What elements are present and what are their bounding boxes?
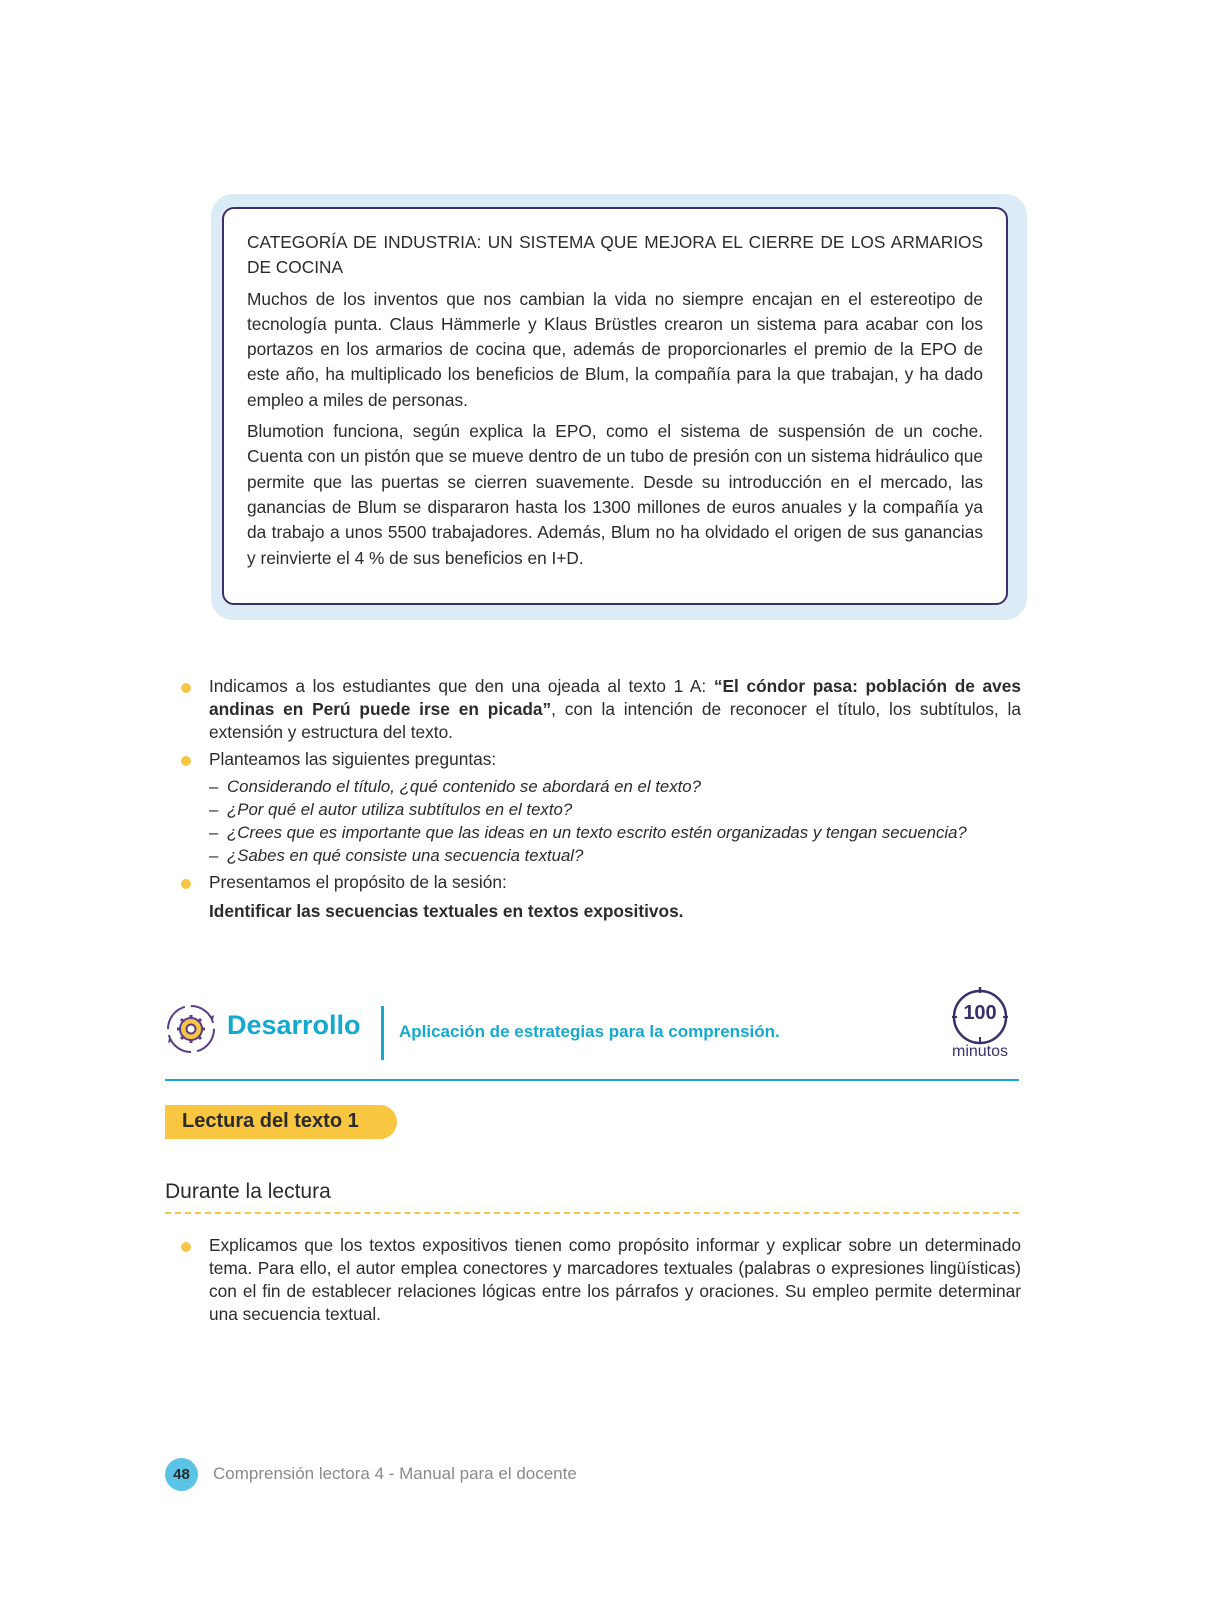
bullet-dot-icon (181, 879, 191, 889)
footer-text: Comprensión lectora 4 - Manual para el docente (213, 1464, 577, 1483)
section-title: Desarrollo (227, 1010, 361, 1040)
bullet-item (181, 748, 1021, 771)
question-text: ¿Sabes en qué consiste una secuencia textual? (227, 846, 584, 865)
dash-marker: – (209, 846, 219, 865)
question-item (181, 798, 1021, 821)
start-bullets (181, 675, 1021, 923)
bullet-dot-icon (181, 1242, 191, 1252)
dashed-divider (165, 1212, 1019, 1214)
bullet-text-suffix: , con la intención de reconocer el título, los subtítulos, la extensión y estructura del texto. (209, 699, 1021, 742)
during-bullets (181, 1234, 1021, 1330)
quote-paragraph-2: Blumotion funciona, según explica la EPO, como el sistema de suspensión de un coche. Cuenta con un pistón que se mueve dentro de un tubo de presión con un sistema hidráulico que permite que las puertas se cierren suavemente. Desde su introducción en el mercado, las ganancias de Blum se dispararon hasta los 1300 millones de euros anuales y la compañía ya da trabajo a unos 5500 trabajadores. Además, Blum no ha olvidado el origen de sus ganancias y reinvierte el 4 % de sus beneficios en I+D. (247, 421, 983, 568)
bullet-item (181, 871, 1021, 894)
bullet-item (181, 1234, 1021, 1326)
duration-minutes: 100 (963, 1002, 997, 1024)
question-text: Considerando el título, ¿qué contenido se abordará en el texto? (227, 777, 701, 796)
question-item (181, 821, 1021, 844)
dash-marker: – (209, 823, 219, 842)
bullet-dot-icon (181, 756, 191, 766)
dash-marker: – (209, 800, 219, 819)
bullet-text: Presentamos el propósito de la sesión: (209, 872, 507, 892)
bullet-dot-icon (181, 683, 191, 693)
question-item (181, 775, 1021, 798)
quote-box-text (247, 230, 983, 577)
question-text: ¿Por qué el autor utiliza subtítulos en el texto? (227, 800, 573, 819)
quote-paragraph-1: Muchos de los inventos que nos cambian la vida no siempre encajan en el estereotipo de tecnología punta. Claus Hämmerle y Klaus Brüstles crearon un sistema para acabar con los portazos en los armarios de cocina que, además de proporcionarles el premio de la EPO de este año, ha multiplicado los beneficios de Blum, la compañía para la que trabajan, y ha dado empleo a miles de personas. (247, 288, 983, 410)
during-heading: Durante la lectura (165, 1180, 331, 1203)
gear-cycle-icon (165, 1003, 217, 1055)
section-subtitle: Aplicación de estrategias para la comprensión. (399, 1022, 780, 1041)
reading-label: Lectura del texto 1 (182, 1110, 359, 1132)
bullet-bold-title: “El cóndor pasa: población de aves andinas en Perú puede irse en picada” (209, 676, 1022, 719)
page-number: 48 (165, 1458, 198, 1491)
bullet-item (181, 675, 1021, 744)
bullet-text: Planteamos las siguientes preguntas: (209, 749, 497, 769)
quote-heading: CATEGORÍA DE INDUSTRIA: UN SISTEMA QUE MEJORA EL CIERRE DE LOS ARMARIOS DE COCINA (247, 232, 983, 278)
section-divider (381, 1006, 384, 1060)
duration-label: minutos (951, 1043, 1009, 1060)
question-text: ¿Crees que es importante que las ideas en un texto escrito estén organizadas y tengan secuencia? (227, 823, 967, 842)
question-item (181, 844, 1021, 867)
dash-marker: – (209, 777, 219, 796)
section-rule (165, 1079, 1019, 1081)
session-purpose: Identificar las secuencias textuales en textos expositivos. (209, 901, 684, 921)
bullet-text: Indicamos a los estudiantes que den una ojeada al texto 1 A: (209, 676, 714, 696)
bullet-text: Explicamos que los textos expositivos tienen como propósito informar y explicar sobre un determinado tema. Para ello, el autor emplea conectores y marcadores textuales (palabras o expresiones lingüísticas) con el fin de establecer relaciones lógicas entre los párrafos y oraciones. Su empleo permite determinar una secuencia textual. (209, 1235, 1021, 1324)
